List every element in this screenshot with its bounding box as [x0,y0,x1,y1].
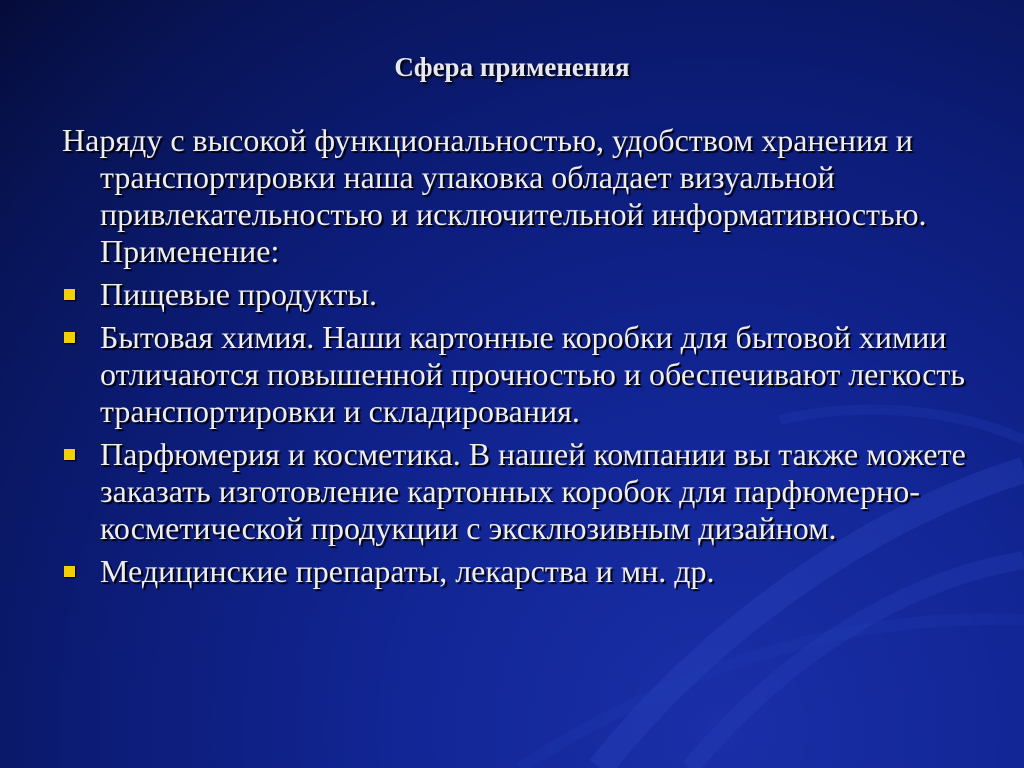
list-item-text: Пищевые продукты. [100,276,377,312]
square-bullet-icon [64,449,75,460]
list-item-text: Бытовая химия. Наши картонные коробки для бытовой химии отличаются повышенной прочностью и обеспечивают легкость транспортировки и складирования. [100,319,965,429]
list-item [62,436,982,547]
slide-title: Сфера применения [394,52,630,82]
list-item [62,319,982,430]
intro-paragraph: Наряду с высокой функциональностью, удобством хранения и транспортировки наша упаковка обладает визуальной привлекательностью и исключительной информативностью. Применение: [62,122,927,269]
square-bullet-icon [64,289,75,300]
square-bullet-icon [64,332,75,343]
list-item [62,553,982,590]
square-bullet-icon [64,566,75,577]
list-item [62,276,982,313]
slide-body [62,122,982,596]
list-item-text: Медицинские препараты, лекарства и мн. др. [100,553,715,589]
list-item-text: Парфюмерия и косметика. В нашей компании вы также можете заказать изготовление картонных коробок для парфюмерно-косметической продукции с эксклюзивным дизайном. [100,436,966,546]
